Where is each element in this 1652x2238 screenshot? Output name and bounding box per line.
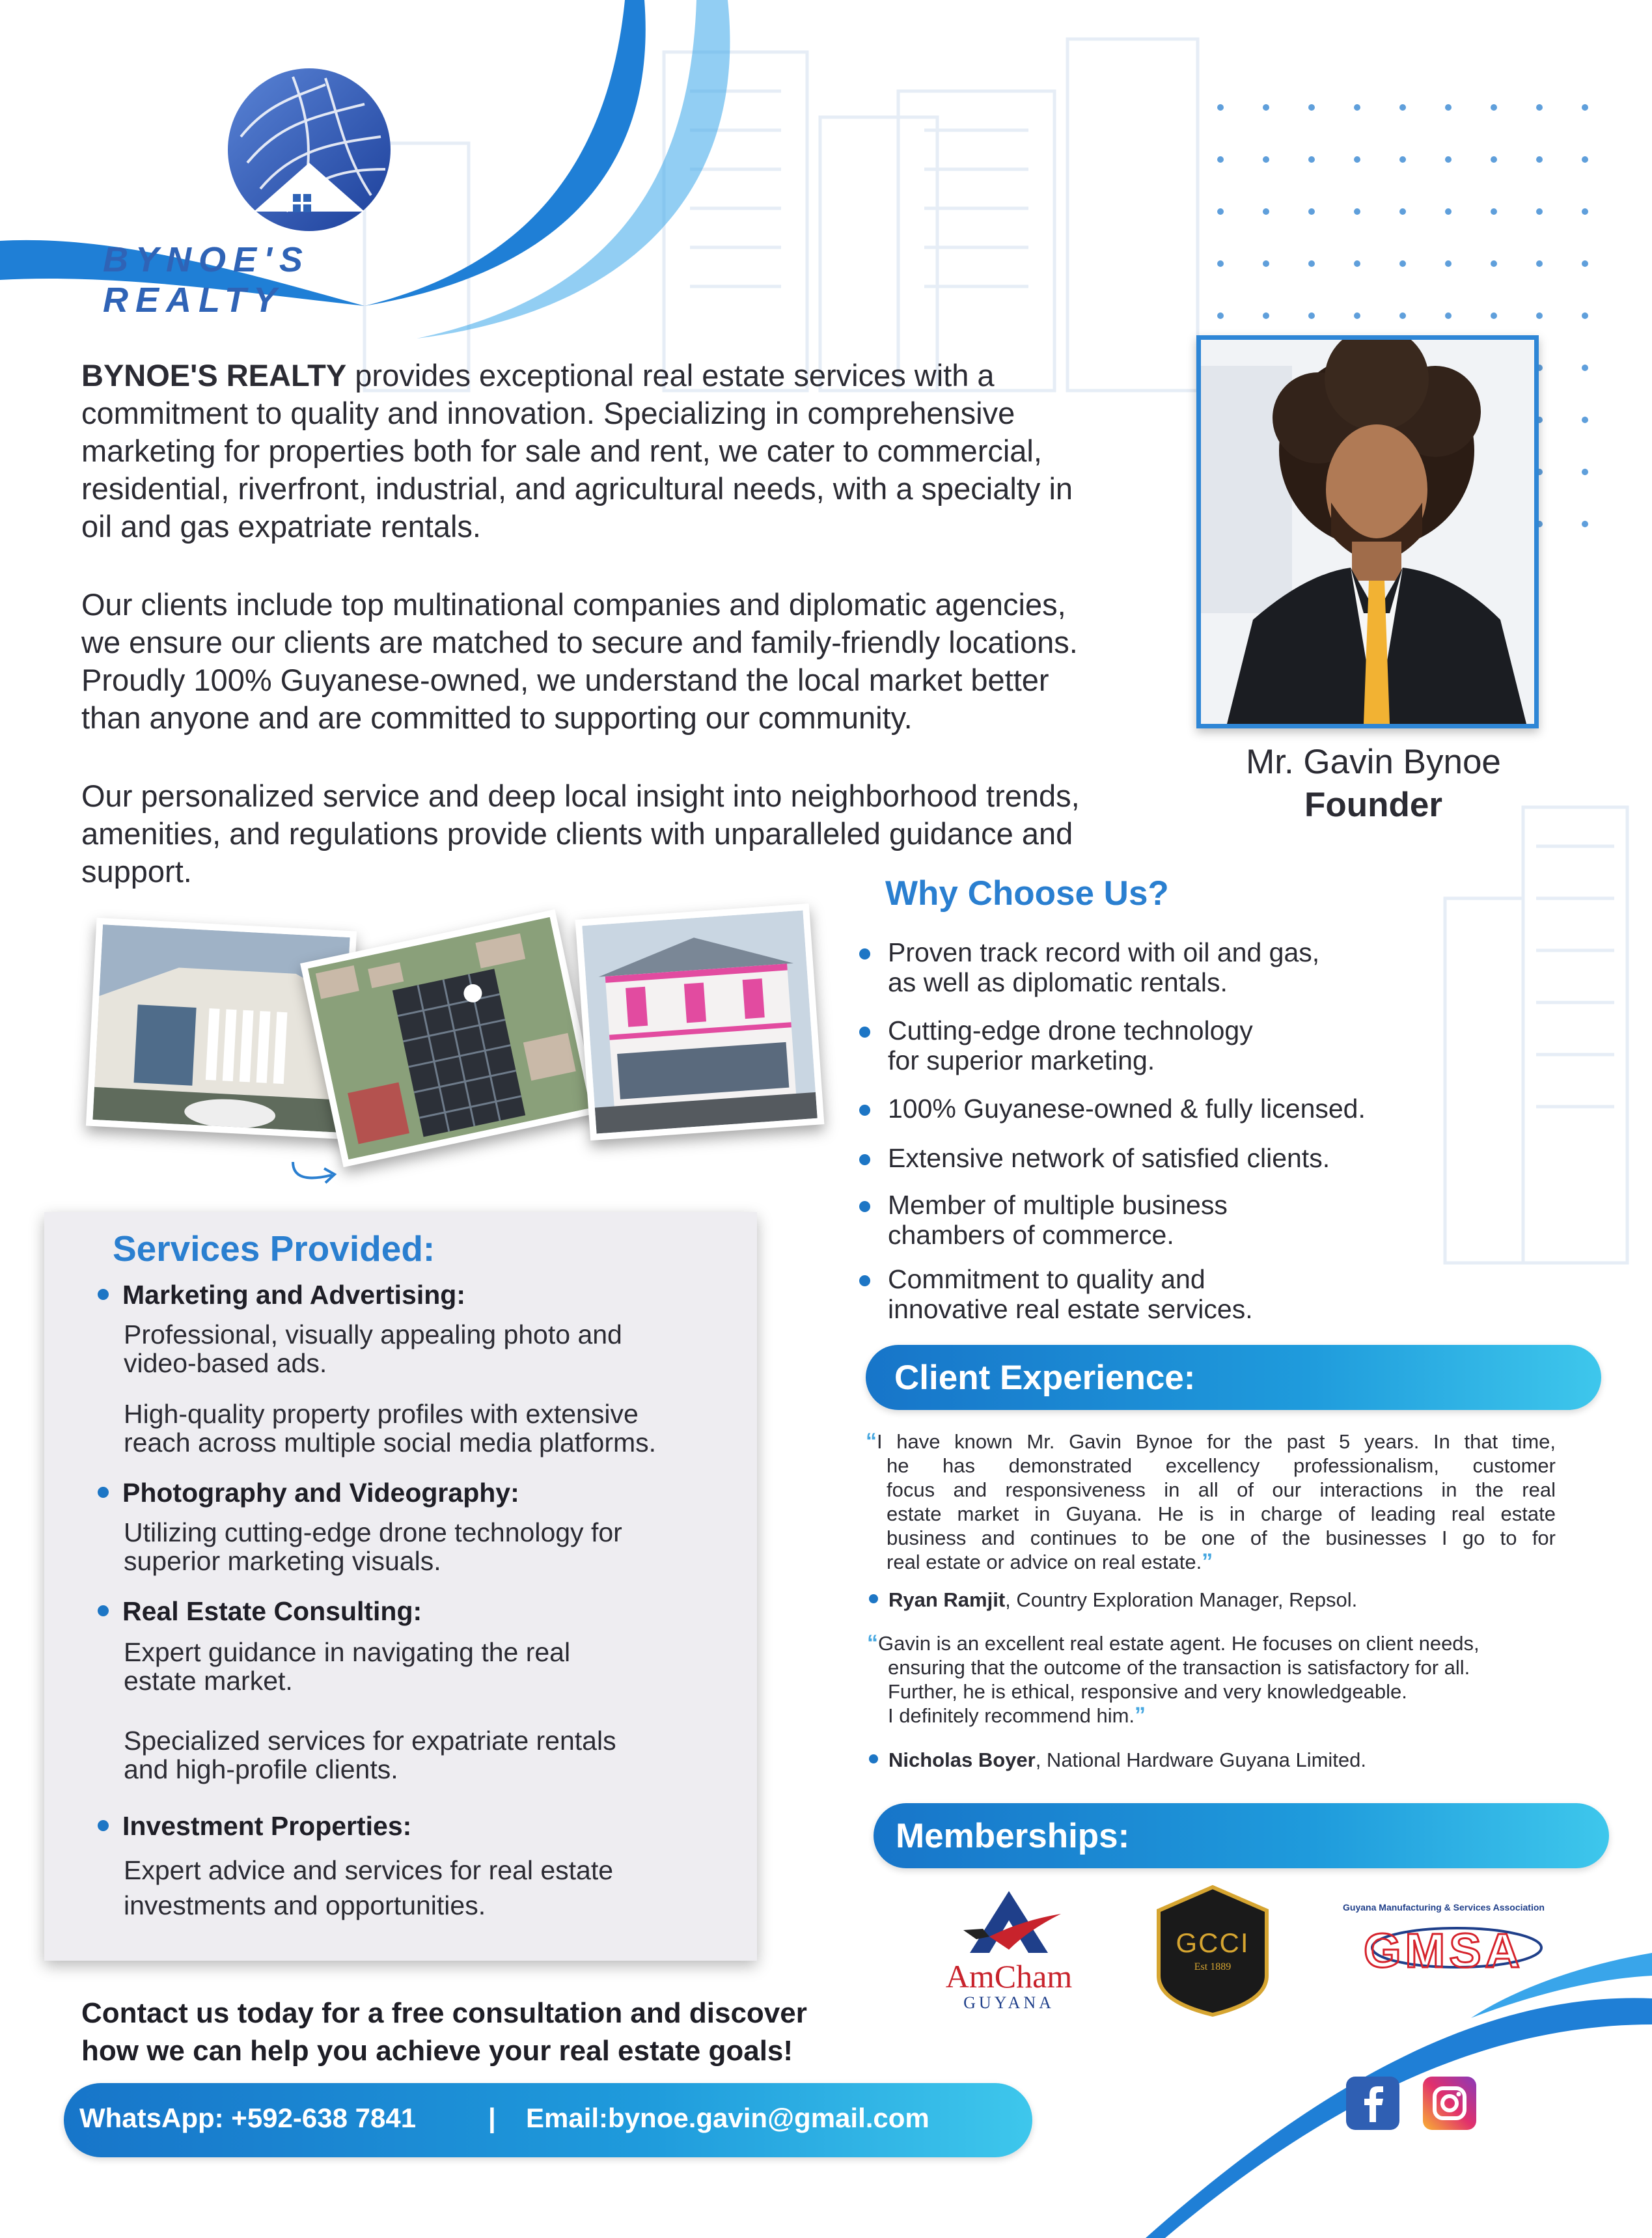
- intro-p1-line: oil and gas expatriate rentals.: [81, 509, 481, 544]
- client-experience-title: Client Experience:: [894, 1359, 1196, 1397]
- contact-bar: [64, 2083, 1032, 2157]
- author-name: Nicholas Boyer: [888, 1748, 1036, 1771]
- service-heading-label: Photography and Videography:: [122, 1478, 519, 1508]
- open-quote-icon: “: [866, 1429, 877, 1454]
- gcci-subtitle: Est 1889: [1194, 1961, 1232, 1972]
- quote-line: focus and responsiveness in all of our interactions in the real: [887, 1478, 1556, 1501]
- service-text-line: and high-profile clients.: [124, 1754, 398, 1784]
- why-item: [859, 1190, 1506, 1250]
- quote-line: estate market in Guyana. He is in charge of leading real estate: [887, 1502, 1556, 1525]
- bullet-icon: [98, 1289, 109, 1300]
- testimonial-1: [866, 1430, 1556, 1574]
- author-title: , Country Exploration Manager, Repsol.: [1005, 1588, 1358, 1611]
- testimonial-2-author: [869, 1748, 1366, 1772]
- service-text: [124, 1638, 749, 1695]
- contact-line-2: how we can help you achieve your real estate goals!: [81, 2035, 793, 2067]
- service-text-line: Expert guidance in navigating the real: [124, 1637, 571, 1667]
- quote-line: he has demonstrated excellency professionalism, customer: [887, 1454, 1556, 1477]
- property-photo-3: [575, 904, 825, 1140]
- gmsa-subtitle: Guyana Manufacturing & Services Association: [1343, 1902, 1545, 1913]
- amcham-subtitle: GUYANA: [963, 1993, 1054, 2012]
- contact-line-1: Contact us today for a free consultation and discover: [81, 1997, 807, 2029]
- intro-p3-line: Our personalized service and deep local insight into neighborhood trends,: [81, 779, 1080, 813]
- service-text: [124, 1400, 749, 1457]
- quote-line: ensuring that the outcome of the transaction is satisfactory for all.: [888, 1656, 1470, 1679]
- service-text-line: High-quality property profiles with extensive: [124, 1399, 639, 1429]
- service-heading-label: Real Estate Consulting:: [122, 1596, 422, 1626]
- service-heading-photography: [98, 1478, 519, 1508]
- intro-p1-line: commitment to quality and innovation. Specializing in comprehensive: [81, 396, 1015, 430]
- services-title: Services Provided:: [113, 1228, 435, 1269]
- brand-name: BYNOE'S REALTY: [103, 240, 310, 320]
- why-item-line: as well as diplomatic rentals.: [888, 967, 1228, 997]
- service-text: [124, 1320, 749, 1377]
- bullet-icon: [859, 948, 870, 960]
- intro-p2-line: we ensure our clients are matched to secure and family-friendly locations.: [81, 625, 1078, 659]
- facebook-icon[interactable]: [1346, 2077, 1399, 2130]
- service-heading-label: Marketing and Advertising:: [122, 1280, 465, 1310]
- why-item: [859, 1143, 1506, 1173]
- intro-p1-line: marketing for properties both for sale and rent, we cater to commercial,: [81, 434, 1042, 468]
- bullet-icon: [859, 1275, 870, 1286]
- service-text: [124, 1853, 749, 1923]
- open-quote-icon: “: [867, 1631, 878, 1655]
- client-experience-header: [866, 1345, 1601, 1410]
- company-name: BYNOE'S REALTY: [81, 358, 347, 393]
- founder-role: Founder: [1304, 786, 1442, 824]
- bullet-icon: [859, 1201, 870, 1212]
- bullet-icon: [869, 1594, 878, 1603]
- intro-paragraph-2: [81, 586, 1175, 737]
- why-item-line: Extensive network of satisfied clients.: [888, 1143, 1330, 1173]
- service-text-line: investments and opportunities.: [124, 1890, 486, 1920]
- service-heading-consulting: [98, 1596, 422, 1627]
- quote-line: I have known Mr. Gavin Bynoe for the past 5 years. In that time,: [877, 1430, 1556, 1453]
- quote-line: Further, he is ethical, responsive and very knowledgeable.: [888, 1680, 1407, 1703]
- service-heading-investment: [98, 1811, 411, 1842]
- why-item-line: 100% Guyanese-owned & fully licensed.: [888, 1094, 1366, 1124]
- quote-line: real estate or advice on real estate.: [887, 1551, 1202, 1573]
- quote-line: Gavin is an excellent real estate agent. He focuses on client needs,: [878, 1632, 1480, 1655]
- service-heading-marketing: [98, 1280, 465, 1310]
- gcci-name: GCCI: [1176, 1927, 1250, 1958]
- instagram-icon[interactable]: [1423, 2077, 1476, 2130]
- why-item-line: chambers of commerce.: [888, 1220, 1174, 1250]
- why-item-line: Cutting-edge drone technology: [888, 1015, 1253, 1045]
- bullet-icon: [98, 1605, 109, 1616]
- founder-photo: [1196, 335, 1539, 728]
- intro-p2-line: Our clients include top multinational companies and diplomatic agencies,: [81, 587, 1066, 622]
- intro-p1-line: provides exceptional real estate services with a: [346, 358, 995, 393]
- why-item-line: innovative real estate services.: [888, 1294, 1253, 1324]
- email-link[interactable]: Email:bynoe.gavin@gmail.com: [526, 2103, 929, 2133]
- why-item-line: for superior marketing.: [888, 1045, 1155, 1075]
- close-quote-icon: ”: [1202, 1549, 1213, 1574]
- bullet-icon: [859, 1105, 870, 1116]
- bullet-icon: [859, 1154, 870, 1165]
- quote-line: I definitely recommend him.: [888, 1704, 1135, 1727]
- gmsa-name: GMSA: [1364, 1924, 1524, 1978]
- author-title: , National Hardware Guyana Limited.: [1035, 1748, 1367, 1771]
- testimonial-2: [867, 1631, 1596, 1728]
- intro-paragraph-1: [81, 357, 1175, 546]
- why-choose-us-title: Why Choose Us?: [885, 874, 1169, 913]
- whatsapp-link[interactable]: WhatsApp: +592-638 7841: [79, 2103, 417, 2133]
- service-text-line: Specialized services for expatriate rentals: [124, 1726, 616, 1756]
- service-text-line: Utilizing cutting-edge drone technology for: [124, 1517, 622, 1547]
- why-item: [859, 1264, 1506, 1324]
- why-item-line: Commitment to quality and: [888, 1264, 1205, 1294]
- intro-p1-line: residential, riverfront, industrial, and agricultural needs, with a specialty in: [81, 471, 1073, 506]
- brand-logo: [215, 65, 404, 241]
- memberships-title: Memberships:: [896, 1817, 1130, 1855]
- service-text-line: video-based ads.: [124, 1348, 327, 1378]
- service-text-line: Expert advice and services for real estate: [124, 1855, 614, 1885]
- close-quote-icon: ”: [1135, 1703, 1146, 1728]
- author-name: Ryan Ramjit: [888, 1588, 1006, 1611]
- why-item: [859, 937, 1506, 997]
- service-text: [124, 1726, 749, 1784]
- service-text-line: superior marketing visuals.: [124, 1546, 441, 1576]
- gmsa-logo: [1320, 1902, 1567, 1987]
- why-item: [859, 1015, 1506, 1075]
- service-text: [124, 1518, 749, 1575]
- bullet-icon: [869, 1754, 878, 1763]
- founder-name: Mr. Gavin Bynoe: [1246, 743, 1501, 781]
- bullet-icon: [98, 1820, 109, 1831]
- gcci-logo: [1151, 1885, 1274, 2018]
- contact-separator: |: [488, 2103, 496, 2133]
- quote-line: business and continues to be one of the businesses I go to for: [887, 1527, 1556, 1549]
- service-text-line: estate market.: [124, 1666, 293, 1696]
- amcham-emblem: [924, 1885, 1094, 1956]
- service-heading-label: Investment Properties:: [122, 1811, 412, 1841]
- service-text-line: Professional, visually appealing photo and: [124, 1319, 622, 1349]
- intro-p3-line: support.: [81, 854, 192, 889]
- testimonial-1-author: [869, 1588, 1357, 1612]
- bullet-icon: [98, 1487, 109, 1498]
- service-text-line: reach across multiple social media platforms.: [124, 1428, 657, 1457]
- why-item-line: Member of multiple business: [888, 1190, 1228, 1220]
- arrow-icon: [286, 1155, 345, 1195]
- bullet-icon: [859, 1027, 870, 1038]
- intro-p2-line: Proudly 100% Guyanese-owned, we understand the local market better: [81, 663, 1049, 697]
- memberships-header: [874, 1803, 1609, 1868]
- intro-p3-line: amenities, and regulations provide clients with unparalleled guidance and: [81, 816, 1073, 851]
- amcham-logo: [924, 1885, 1094, 2015]
- amcham-name: AmCham: [945, 1958, 1073, 1995]
- why-item-line: Proven track record with oil and gas,: [888, 937, 1320, 967]
- why-item: [859, 1094, 1506, 1124]
- intro-p2-line: than anyone and are committed to supporting our community.: [81, 700, 913, 735]
